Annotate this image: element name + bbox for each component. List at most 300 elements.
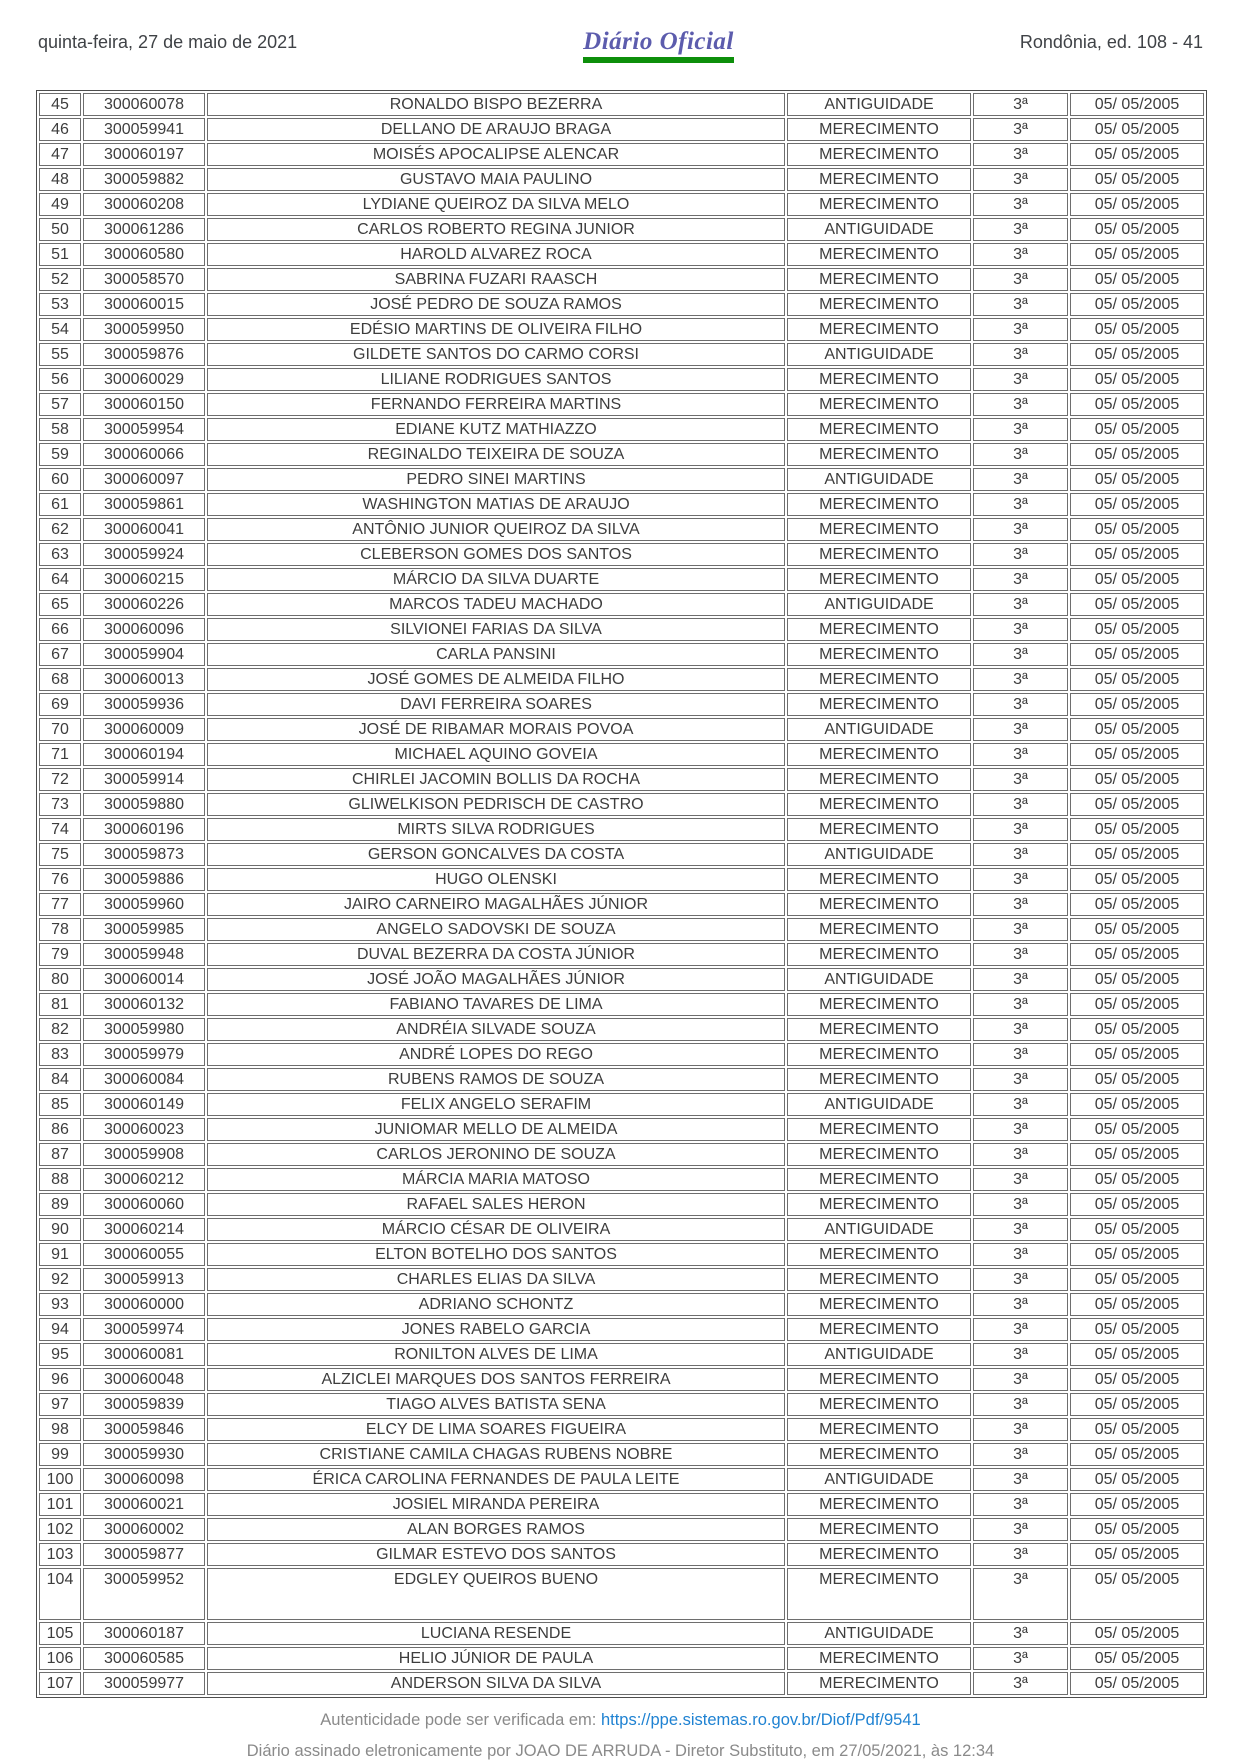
cell-name: MICHAEL AQUINO GOVEIA <box>207 743 785 766</box>
table-row <box>39 1043 1204 1066</box>
cell-name: HAROLD ALVAREZ ROCA <box>207 243 785 266</box>
table-row <box>39 193 1204 216</box>
cell-name: CRISTIANE CAMILA CHAGAS RUBENS NOBRE <box>207 1443 785 1466</box>
cell-class: 3ª <box>973 1193 1068 1216</box>
table-row <box>39 868 1204 891</box>
cell-class: 3ª <box>973 168 1068 191</box>
cell-criteria: MERECIMENTO <box>787 493 971 516</box>
cell-class: 3ª <box>973 543 1068 566</box>
signature-line: Diário assinado eletronicamente por JOAO DE ARRUDA - Diretor Substituto, em 27/05/2021, às 12:34 <box>246 1742 995 1760</box>
cell-position: 72 <box>39 768 81 791</box>
cell-criteria: MERECIMENTO <box>787 1672 971 1695</box>
cell-registration: 300060585 <box>83 1647 205 1670</box>
cell-name: LILIANE RODRIGUES SANTOS <box>207 368 785 391</box>
cell-class: 3ª <box>973 243 1068 266</box>
cell-date: 05/ 05/2005 <box>1070 543 1204 566</box>
table-row <box>39 1672 1204 1695</box>
cell-registration: 300059952 <box>83 1568 205 1620</box>
cell-class: 3ª <box>973 1493 1068 1516</box>
cell-position: 106 <box>39 1647 81 1670</box>
cell-registration: 300059908 <box>83 1143 205 1166</box>
cell-date: 05/ 05/2005 <box>1070 1468 1204 1491</box>
table-row <box>39 1218 1204 1241</box>
cell-position: 47 <box>39 143 81 166</box>
cell-criteria: MERECIMENTO <box>787 693 971 716</box>
authenticity-link[interactable]: https://ppe.sistemas.ro.gov.br/Diof/Pdf/9541 <box>600 1711 921 1729</box>
cell-criteria: MERECIMENTO <box>787 568 971 591</box>
table-row <box>39 1393 1204 1416</box>
cell-class: 3ª <box>973 393 1068 416</box>
diario-oficial-logo-text: Diário Oficial <box>583 28 734 55</box>
cell-registration: 300060021 <box>83 1493 205 1516</box>
cell-date: 05/ 05/2005 <box>1070 1018 1204 1041</box>
cell-criteria: MERECIMENTO <box>787 818 971 841</box>
cell-criteria: MERECIMENTO <box>787 1268 971 1291</box>
table-row <box>39 893 1204 916</box>
cell-name: JONES RABELO GARCIA <box>207 1318 785 1341</box>
cell-class: 3ª <box>973 1018 1068 1041</box>
promotion-table <box>36 90 1207 1698</box>
cell-position: 60 <box>39 468 81 491</box>
table-row <box>39 1622 1204 1645</box>
cell-date: 05/ 05/2005 <box>1070 1218 1204 1241</box>
cell-position: 57 <box>39 393 81 416</box>
cell-date: 05/ 05/2005 <box>1070 1622 1204 1645</box>
cell-date: 05/ 05/2005 <box>1070 1118 1204 1141</box>
table-row <box>39 143 1204 166</box>
cell-position: 101 <box>39 1493 81 1516</box>
table-row <box>39 493 1204 516</box>
cell-position: 74 <box>39 818 81 841</box>
cell-name: SABRINA FUZARI RAASCH <box>207 268 785 291</box>
cell-name: JOSIEL MIRANDA PEREIRA <box>207 1493 785 1516</box>
cell-registration: 300059913 <box>83 1268 205 1291</box>
logo-green-underline <box>583 57 734 63</box>
cell-date: 05/ 05/2005 <box>1070 593 1204 616</box>
cell-position: 50 <box>39 218 81 241</box>
cell-registration: 300060055 <box>83 1243 205 1266</box>
cell-registration: 300060149 <box>83 1093 205 1116</box>
cell-date: 05/ 05/2005 <box>1070 1518 1204 1541</box>
cell-date: 05/ 05/2005 <box>1070 1493 1204 1516</box>
cell-class: 3ª <box>973 718 1068 741</box>
cell-name: ANTÔNIO JUNIOR QUEIROZ DA SILVA <box>207 518 785 541</box>
cell-position: 66 <box>39 618 81 641</box>
cell-class: 3ª <box>973 1647 1068 1670</box>
table-row <box>39 1193 1204 1216</box>
cell-position: 105 <box>39 1622 81 1645</box>
cell-registration: 300059985 <box>83 918 205 941</box>
cell-class: 3ª <box>973 1368 1068 1391</box>
cell-name: WASHINGTON MATIAS DE ARAUJO <box>207 493 785 516</box>
cell-name: DAVI FERREIRA SOARES <box>207 693 785 716</box>
cell-class: 3ª <box>973 943 1068 966</box>
cell-registration: 300059861 <box>83 493 205 516</box>
cell-registration: 300060150 <box>83 393 205 416</box>
cell-name: PEDRO SINEI MARTINS <box>207 468 785 491</box>
cell-criteria: ANTIGUIDADE <box>787 593 971 616</box>
cell-criteria: MERECIMENTO <box>787 1543 971 1566</box>
cell-criteria: ANTIGUIDADE <box>787 218 971 241</box>
cell-criteria: MERECIMENTO <box>787 168 971 191</box>
table-row <box>39 1518 1204 1541</box>
cell-class: 3ª <box>973 193 1068 216</box>
cell-registration: 300060015 <box>83 293 205 316</box>
cell-registration: 300059980 <box>83 1018 205 1041</box>
cell-criteria: ANTIGUIDADE <box>787 343 971 366</box>
table-row <box>39 1068 1204 1091</box>
cell-date: 05/ 05/2005 <box>1070 518 1204 541</box>
cell-position: 77 <box>39 893 81 916</box>
table-row <box>39 1543 1204 1566</box>
cell-name: ANDERSON SILVA DA SILVA <box>207 1672 785 1695</box>
cell-criteria: MERECIMENTO <box>787 893 971 916</box>
cell-position: 98 <box>39 1418 81 1441</box>
cell-name: MÁRCIA MARIA MATOSO <box>207 1168 785 1191</box>
cell-class: 3ª <box>973 993 1068 1016</box>
cell-class: 3ª <box>973 368 1068 391</box>
cell-class: 3ª <box>973 218 1068 241</box>
cell-date: 05/ 05/2005 <box>1070 1568 1204 1620</box>
cell-registration: 300060078 <box>83 93 205 116</box>
cell-name: FABIANO TAVARES DE LIMA <box>207 993 785 1016</box>
table-row <box>39 1118 1204 1141</box>
cell-date: 05/ 05/2005 <box>1070 243 1204 266</box>
cell-name: RONILTON ALVES DE LIMA <box>207 1343 785 1366</box>
cell-criteria: MERECIMENTO <box>787 268 971 291</box>
cell-registration: 300060096 <box>83 618 205 641</box>
cell-registration: 300060132 <box>83 993 205 1016</box>
promotion-table-wrap <box>36 90 1205 1698</box>
cell-criteria: MERECIMENTO <box>787 443 971 466</box>
cell-name: JOSÉ JOÃO MAGALHÃES JÚNIOR <box>207 968 785 991</box>
cell-registration: 300061286 <box>83 218 205 241</box>
cell-name: CLEBERSON GOMES DOS SANTOS <box>207 543 785 566</box>
cell-registration: 300059930 <box>83 1443 205 1466</box>
cell-criteria: MERECIMENTO <box>787 418 971 441</box>
cell-name: CHIRLEI JACOMIN BOLLIS DA ROCHA <box>207 768 785 791</box>
cell-class: 3ª <box>973 1468 1068 1491</box>
table-row <box>39 318 1204 341</box>
cell-criteria: ANTIGUIDADE <box>787 468 971 491</box>
cell-class: 3ª <box>973 1068 1068 1091</box>
cell-date: 05/ 05/2005 <box>1070 293 1204 316</box>
cell-registration: 300060009 <box>83 718 205 741</box>
cell-position: 51 <box>39 243 81 266</box>
cell-date: 05/ 05/2005 <box>1070 343 1204 366</box>
cell-criteria: MERECIMENTO <box>787 743 971 766</box>
cell-class: 3ª <box>973 668 1068 691</box>
cell-name: RUBENS RAMOS DE SOUZA <box>207 1068 785 1091</box>
cell-registration: 300060066 <box>83 443 205 466</box>
cell-registration: 300059974 <box>83 1318 205 1341</box>
cell-position: 80 <box>39 968 81 991</box>
cell-position: 90 <box>39 1218 81 1241</box>
cell-registration: 300059880 <box>83 793 205 816</box>
header-edition: Rondônia, ed. 108 - 41 <box>1019 32 1203 52</box>
cell-name: MIRTS SILVA RODRIGUES <box>207 818 785 841</box>
cell-class: 3ª <box>973 1043 1068 1066</box>
cell-date: 05/ 05/2005 <box>1070 793 1204 816</box>
cell-class: 3ª <box>973 493 1068 516</box>
cell-position: 58 <box>39 418 81 441</box>
cell-name: DUVAL BEZERRA DA COSTA JÚNIOR <box>207 943 785 966</box>
cell-registration: 300059979 <box>83 1043 205 1066</box>
cell-date: 05/ 05/2005 <box>1070 1672 1204 1695</box>
cell-date: 05/ 05/2005 <box>1070 118 1204 141</box>
cell-registration: 300060208 <box>83 193 205 216</box>
cell-name: ALAN BORGES RAMOS <box>207 1518 785 1541</box>
table-row <box>39 1468 1204 1491</box>
cell-criteria: MERECIMENTO <box>787 943 971 966</box>
cell-position: 85 <box>39 1093 81 1116</box>
cell-position: 71 <box>39 743 81 766</box>
cell-criteria: ANTIGUIDADE <box>787 843 971 866</box>
cell-registration: 300059977 <box>83 1672 205 1695</box>
cell-registration: 300060014 <box>83 968 205 991</box>
cell-class: 3ª <box>973 1268 1068 1291</box>
cell-criteria: MERECIMENTO <box>787 318 971 341</box>
table-row <box>39 618 1204 641</box>
table-row <box>39 643 1204 666</box>
table-row <box>39 218 1204 241</box>
table-row <box>39 593 1204 616</box>
cell-position: 87 <box>39 1143 81 1166</box>
cell-position: 69 <box>39 693 81 716</box>
cell-registration: 300060013 <box>83 668 205 691</box>
cell-registration: 300060226 <box>83 593 205 616</box>
cell-position: 73 <box>39 793 81 816</box>
cell-name: JOSÉ DE RIBAMAR MORAIS POVOA <box>207 718 785 741</box>
table-row <box>39 168 1204 191</box>
cell-position: 62 <box>39 518 81 541</box>
cell-date: 05/ 05/2005 <box>1070 968 1204 991</box>
cell-class: 3ª <box>973 1393 1068 1416</box>
cell-name: ANGELO SADOVSKI DE SOUZA <box>207 918 785 941</box>
cell-criteria: MERECIMENTO <box>787 1068 971 1091</box>
cell-date: 05/ 05/2005 <box>1070 1243 1204 1266</box>
cell-name: GUSTAVO MAIA PAULINO <box>207 168 785 191</box>
table-row <box>39 368 1204 391</box>
cell-date: 05/ 05/2005 <box>1070 443 1204 466</box>
table-row <box>39 118 1204 141</box>
cell-position: 83 <box>39 1043 81 1066</box>
cell-registration: 300059924 <box>83 543 205 566</box>
cell-position: 68 <box>39 668 81 691</box>
cell-class: 3ª <box>973 1672 1068 1695</box>
table-row <box>39 443 1204 466</box>
cell-registration: 300060580 <box>83 243 205 266</box>
table-row <box>39 968 1204 991</box>
cell-position: 88 <box>39 1168 81 1191</box>
cell-criteria: MERECIMENTO <box>787 1493 971 1516</box>
cell-registration: 300060196 <box>83 818 205 841</box>
cell-date: 05/ 05/2005 <box>1070 468 1204 491</box>
table-row <box>39 293 1204 316</box>
cell-date: 05/ 05/2005 <box>1070 368 1204 391</box>
page-header <box>0 0 1241 63</box>
cell-date: 05/ 05/2005 <box>1070 1293 1204 1316</box>
cell-registration: 300059876 <box>83 343 205 366</box>
cell-date: 05/ 05/2005 <box>1070 893 1204 916</box>
cell-class: 3ª <box>973 1568 1068 1620</box>
cell-position: 82 <box>39 1018 81 1041</box>
cell-criteria: ANTIGUIDADE <box>787 1622 971 1645</box>
cell-position: 93 <box>39 1293 81 1316</box>
cell-position: 89 <box>39 1193 81 1216</box>
cell-name: GLIWELKISON PEDRISCH DE CASTRO <box>207 793 785 816</box>
cell-criteria: MERECIMENTO <box>787 118 971 141</box>
cell-position: 94 <box>39 1318 81 1341</box>
cell-name: CHARLES ELIAS DA SILVA <box>207 1268 785 1291</box>
cell-date: 05/ 05/2005 <box>1070 1268 1204 1291</box>
cell-registration: 300059877 <box>83 1543 205 1566</box>
cell-class: 3ª <box>973 868 1068 891</box>
cell-criteria: ANTIGUIDADE <box>787 1468 971 1491</box>
cell-date: 05/ 05/2005 <box>1070 1543 1204 1566</box>
cell-class: 3ª <box>973 468 1068 491</box>
cell-name: EDGLEY QUEIROS BUENO <box>207 1568 785 1620</box>
table-row <box>39 768 1204 791</box>
cell-position: 78 <box>39 918 81 941</box>
cell-registration: 300060084 <box>83 1068 205 1091</box>
cell-criteria: MERECIMENTO <box>787 993 971 1016</box>
cell-position: 81 <box>39 993 81 1016</box>
cell-date: 05/ 05/2005 <box>1070 168 1204 191</box>
cell-position: 103 <box>39 1543 81 1566</box>
table-row <box>39 1647 1204 1670</box>
cell-class: 3ª <box>973 443 1068 466</box>
table-row <box>39 1493 1204 1516</box>
cell-date: 05/ 05/2005 <box>1070 768 1204 791</box>
cell-name: ADRIANO SCHONTZ <box>207 1293 785 1316</box>
cell-class: 3ª <box>973 1418 1068 1441</box>
cell-position: 52 <box>39 268 81 291</box>
cell-class: 3ª <box>973 1518 1068 1541</box>
cell-name: GILMAR ESTEVO DOS SANTOS <box>207 1543 785 1566</box>
cell-criteria: MERECIMENTO <box>787 1293 971 1316</box>
cell-criteria: MERECIMENTO <box>787 1418 971 1441</box>
table-row <box>39 1268 1204 1291</box>
cell-registration: 300060041 <box>83 518 205 541</box>
cell-position: 92 <box>39 1268 81 1291</box>
cell-date: 05/ 05/2005 <box>1070 1393 1204 1416</box>
cell-criteria: MERECIMENTO <box>787 1393 971 1416</box>
table-row <box>39 1293 1204 1316</box>
cell-date: 05/ 05/2005 <box>1070 493 1204 516</box>
cell-criteria: MERECIMENTO <box>787 1518 971 1541</box>
cell-date: 05/ 05/2005 <box>1070 1368 1204 1391</box>
authenticity-prefix: Autenticidade pode ser verificada em: <box>320 1711 601 1729</box>
cell-criteria: MERECIMENTO <box>787 618 971 641</box>
cell-registration: 300059936 <box>83 693 205 716</box>
cell-class: 3ª <box>973 918 1068 941</box>
cell-date: 05/ 05/2005 <box>1070 418 1204 441</box>
cell-name: EDIANE KUTZ MATHIAZZO <box>207 418 785 441</box>
cell-name: LUCIANA RESENDE <box>207 1622 785 1645</box>
table-row <box>39 1368 1204 1391</box>
cell-date: 05/ 05/2005 <box>1070 218 1204 241</box>
cell-class: 3ª <box>973 693 1068 716</box>
table-row <box>39 468 1204 491</box>
cell-class: 3ª <box>973 343 1068 366</box>
cell-date: 05/ 05/2005 <box>1070 1168 1204 1191</box>
cell-name: CARLOS JERONINO DE SOUZA <box>207 1143 785 1166</box>
cell-position: 79 <box>39 943 81 966</box>
cell-position: 46 <box>39 118 81 141</box>
cell-position: 70 <box>39 718 81 741</box>
cell-date: 05/ 05/2005 <box>1070 743 1204 766</box>
cell-criteria: MERECIMENTO <box>787 293 971 316</box>
cell-registration: 300059846 <box>83 1418 205 1441</box>
diario-oficial-logo <box>583 28 734 63</box>
cell-name: DELLANO DE ARAUJO BRAGA <box>207 118 785 141</box>
cell-name: MÁRCIO CÉSAR DE OLIVEIRA <box>207 1218 785 1241</box>
cell-position: 107 <box>39 1672 81 1695</box>
cell-date: 05/ 05/2005 <box>1070 718 1204 741</box>
cell-name: REGINALDO TEIXEIRA DE SOUZA <box>207 443 785 466</box>
cell-name: JAIRO CARNEIRO MAGALHÃES JÚNIOR <box>207 893 785 916</box>
cell-position: 63 <box>39 543 81 566</box>
cell-date: 05/ 05/2005 <box>1070 818 1204 841</box>
cell-name: ELCY DE LIMA SOARES FIGUEIRA <box>207 1418 785 1441</box>
cell-name: ELTON BOTELHO DOS SANTOS <box>207 1243 785 1266</box>
cell-position: 104 <box>39 1568 81 1620</box>
cell-criteria: MERECIMENTO <box>787 868 971 891</box>
cell-position: 56 <box>39 368 81 391</box>
cell-name: MARCOS TADEU MACHADO <box>207 593 785 616</box>
cell-class: 3ª <box>973 618 1068 641</box>
cell-registration: 300060197 <box>83 143 205 166</box>
header-date: quinta-feira, 27 de maio de 2021 <box>38 32 298 52</box>
cell-name: SILVIONEI FARIAS DA SILVA <box>207 618 785 641</box>
cell-criteria: MERECIMENTO <box>787 1193 971 1216</box>
table-row <box>39 1168 1204 1191</box>
cell-registration: 300060048 <box>83 1368 205 1391</box>
cell-registration: 300060214 <box>83 1218 205 1241</box>
cell-position: 95 <box>39 1343 81 1366</box>
cell-class: 3ª <box>973 793 1068 816</box>
cell-name: MOISÉS APOCALIPSE ALENCAR <box>207 143 785 166</box>
cell-position: 53 <box>39 293 81 316</box>
cell-name: JOSÉ PEDRO DE SOUZA RAMOS <box>207 293 785 316</box>
cell-class: 3ª <box>973 1218 1068 1241</box>
cell-class: 3ª <box>973 1543 1068 1566</box>
table-row <box>39 93 1204 116</box>
cell-date: 05/ 05/2005 <box>1070 1343 1204 1366</box>
cell-date: 05/ 05/2005 <box>1070 318 1204 341</box>
cell-position: 91 <box>39 1243 81 1266</box>
cell-class: 3ª <box>973 1293 1068 1316</box>
cell-registration: 300059960 <box>83 893 205 916</box>
cell-criteria: MERECIMENTO <box>787 1143 971 1166</box>
cell-registration: 300060215 <box>83 568 205 591</box>
cell-date: 05/ 05/2005 <box>1070 993 1204 1016</box>
table-row <box>39 1443 1204 1466</box>
cell-criteria: MERECIMENTO <box>787 518 971 541</box>
cell-date: 05/ 05/2005 <box>1070 143 1204 166</box>
cell-class: 3ª <box>973 1168 1068 1191</box>
cell-registration: 300060023 <box>83 1118 205 1141</box>
cell-criteria: MERECIMENTO <box>787 1368 971 1391</box>
page-footer <box>0 1711 1241 1761</box>
cell-date: 05/ 05/2005 <box>1070 1093 1204 1116</box>
cell-date: 05/ 05/2005 <box>1070 1443 1204 1466</box>
cell-criteria: MERECIMENTO <box>787 143 971 166</box>
cell-criteria: MERECIMENTO <box>787 1168 971 1191</box>
cell-date: 05/ 05/2005 <box>1070 1068 1204 1091</box>
cell-position: 59 <box>39 443 81 466</box>
